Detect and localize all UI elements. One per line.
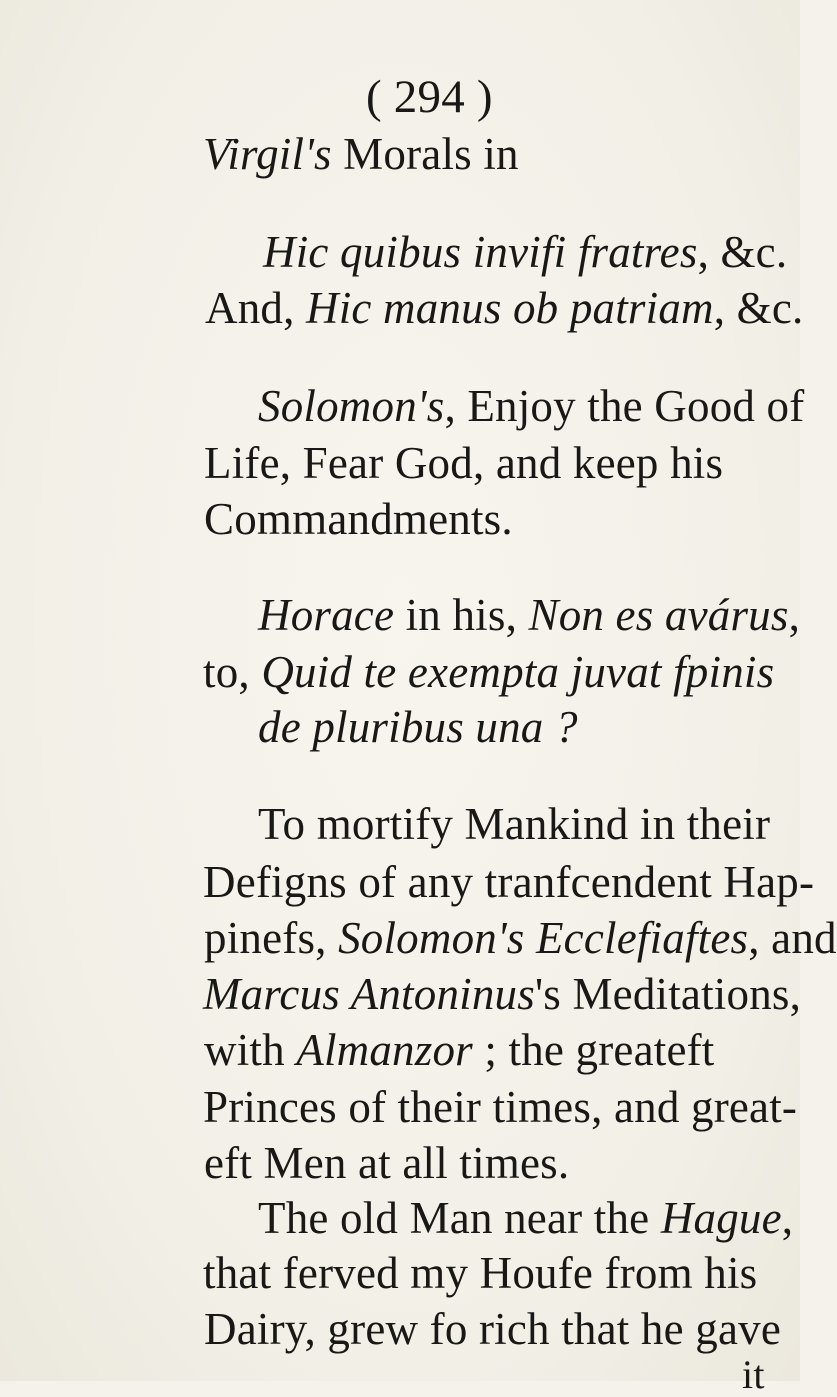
- text-line: [204, 1025, 715, 1075]
- roman-text: ; the greateft: [472, 1025, 715, 1075]
- roman-text: To mortify Mankind in their: [258, 799, 771, 849]
- text-line: [258, 799, 771, 849]
- italic-text: Hic quibus invifi fratres: [263, 227, 698, 277]
- italic-text: Solomon's: [258, 381, 445, 431]
- italic-text: de pluribus una ?: [258, 702, 578, 752]
- roman-text: that ferved my Houfe from his: [203, 1248, 758, 1298]
- italic-text: Almanzor: [296, 1025, 473, 1075]
- text-line: [258, 590, 801, 640]
- roman-text: to,: [203, 647, 262, 697]
- roman-text: eft Men at all times.: [204, 1138, 570, 1188]
- roman-text: Dairy, grew fo rich that he gave: [204, 1304, 781, 1354]
- text-line: [258, 1193, 794, 1243]
- text-line: [203, 1248, 758, 1298]
- italic-text: Hague: [660, 1193, 782, 1243]
- roman-text: 's Meditations,: [534, 969, 802, 1019]
- italic-text: Solomon's Ecclefiaftes: [338, 913, 749, 963]
- text-line: [203, 129, 519, 179]
- text-line: [204, 494, 513, 544]
- text-line: [204, 1304, 781, 1354]
- roman-text: Morals in: [331, 129, 519, 179]
- roman-text: ,: [781, 1193, 794, 1243]
- text-line: [203, 1082, 798, 1132]
- italic-text: Marcus Antoninus: [203, 969, 535, 1019]
- text-line: [258, 702, 578, 752]
- roman-text: The old Man near the: [258, 1193, 661, 1243]
- roman-text: Commandments.: [204, 494, 513, 544]
- text-line: [205, 283, 804, 333]
- text-line: [203, 969, 802, 1019]
- italic-text: Virgil's: [203, 129, 332, 179]
- text-line: [204, 1138, 570, 1188]
- roman-text: , and: [748, 913, 837, 963]
- roman-text: pinefs,: [204, 913, 339, 963]
- roman-text: in his,: [394, 590, 529, 640]
- roman-text: Life, Fear God, and keep his: [204, 438, 724, 488]
- text-line: [203, 647, 775, 697]
- roman-text: , Enjoy the Good of: [444, 381, 805, 431]
- italic-text: Non es avárus: [528, 590, 789, 640]
- text-line: [258, 381, 805, 431]
- italic-text: Horace: [258, 590, 395, 640]
- text-line: [204, 913, 837, 963]
- roman-text: , &c.: [697, 227, 788, 277]
- roman-text: ,: [788, 590, 801, 640]
- roman-text: And,: [205, 283, 306, 333]
- catchword: it: [742, 1352, 765, 1397]
- text-line: [204, 438, 724, 488]
- roman-text: , &c.: [713, 283, 804, 333]
- text-line: [203, 857, 815, 907]
- italic-text: Hic manus ob patriam: [306, 283, 714, 333]
- italic-text: Quid te exempta juvat fpinis: [261, 647, 775, 697]
- roman-text: with: [204, 1025, 297, 1075]
- roman-text: Defigns of any tranfcendent Hap-: [203, 857, 815, 907]
- roman-text: Princes of their times, and great-: [203, 1082, 798, 1132]
- page-number: ( 294 ): [366, 71, 493, 123]
- text-line: [263, 227, 788, 277]
